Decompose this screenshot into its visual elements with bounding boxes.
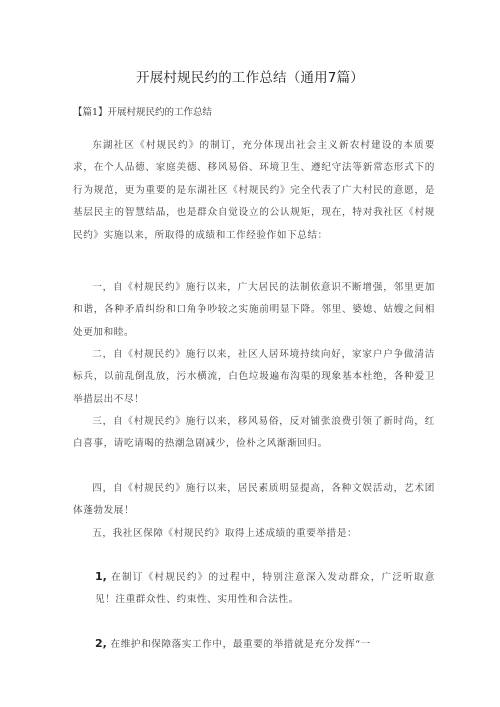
numbered-item-text: 在维护和保障落实工作中，最重要的举措就是充分发挥“一 [110, 639, 371, 650]
paragraph-item-1: 一，自《村规民约》施行以来，广大居民的法制依意识不断增强，邻里更加和谐，各种矛盾纠纷和口角争吵较之实施前明显下降。邻里、婆媳、姑嫂之间相处更加和睦。 [73, 282, 435, 338]
document-title: 开展村规民约的工作总结（通用7篇） [136, 70, 364, 86]
paragraph-intro: 东湖社区《村规民约》的制订，充分体现出社会主义新农村建设的本质要求，在个人品德、家庭美德、移风易俗、环境卫生、遵纪守法等新常态形式下的行为规范，更为重要的是东湖社区《村规民约》完全代表了广大村民的意愿，是基层民主的智慧结晶，也是群众自觉设立的公认规矩，现在，特对我社区《村规民约》实施以来，所取得的成绩和工作经验作如下总结： [73, 140, 435, 241]
paragraph-item-2: 二，自《村规民约》施行以来，社区人居环境持续向好，家家户户争做清洁标兵，以前乱倒乱放，污水横流，白色垃圾遍布沟渠的现象基本杜绝，各种爱卫举措层出不尽！ [73, 349, 435, 405]
numbered-item-1 [73, 566, 435, 612]
paragraph-item-3: 三，自《村规民约》施行以来，移风易俗，反对铺张浪费引领了新时尚，红白喜事，请吃请喝的热潮急剧减少，俭朴之风渐渐回归。 [73, 416, 435, 450]
paragraph-item-5: 五，我社区保障《村规民约》取得上述成绩的重要举措是： [92, 528, 358, 539]
paragraph-item-4: 四，自《村规民约》施行以来，居民素质明显提高，各种文娱活动，艺术团体蓬勃发展！ [73, 483, 435, 517]
numbered-item-2 [73, 633, 435, 656]
numbered-item-text: 在制订《村规民约》的过程中，特别注意深入发动群众，广泛听取意见！注重群众性、约束性、实用性和合法性。 [95, 572, 436, 606]
numbered-item-number: 2, [95, 637, 107, 650]
section-heading: 【篇1】开展村规民约的工作总结 [73, 107, 213, 118]
numbered-item-number: 1, [95, 570, 107, 583]
